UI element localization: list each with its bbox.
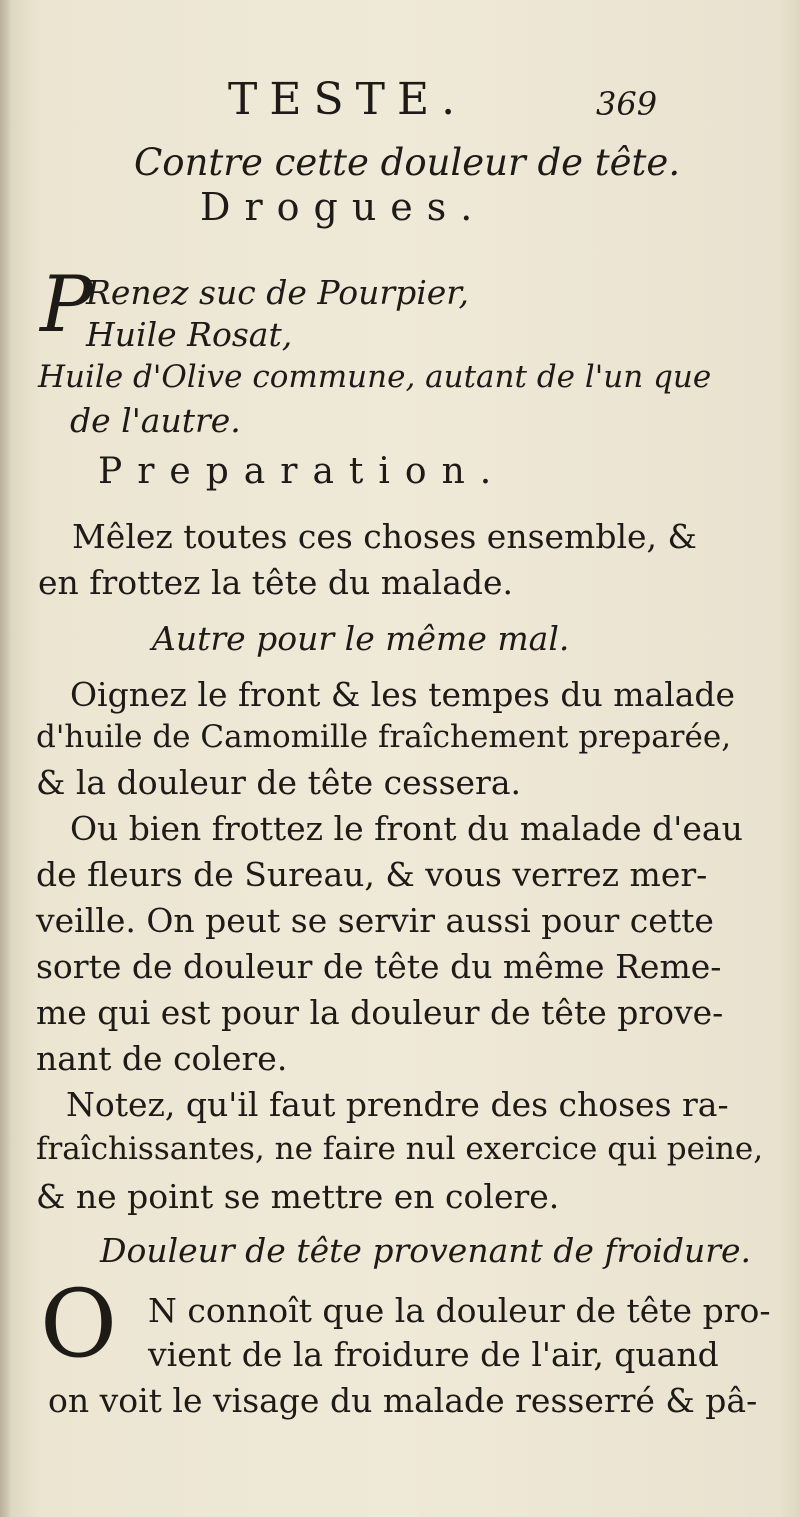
froidure-line-1: N connoît que la douleur de tête pro- [148,1291,771,1330]
autre-line-1: Oignez le front & les tempes du malade [70,675,736,714]
preparation-line-1: Mêlez toutes ces choses ensemble, & [72,517,697,556]
autre-line-4: Ou bien frottez le front du malade d'eau [70,809,743,848]
drogues-heading: Drogues. [200,185,487,229]
drogues-line-1: Renez suc de Pourpier, [86,273,469,312]
autre-line-6: veille. On peut se servir aussi pour cette [36,901,714,940]
autre-line-12: & ne point se mettre en colere. [36,1177,560,1216]
page-gutter-shadow [0,0,12,1517]
autre-line-8: me qui est pour la douleur de tête prove- [36,993,724,1032]
drop-cap-p: P [40,260,93,350]
autre-line-3: & la douleur de tête cessera. [36,763,521,802]
autre-line-7: sorte de douleur de tête du même Reme- [36,947,722,986]
preparation-line-2: en frottez la tête du malade. [38,563,514,602]
page-number: 369 [596,85,658,123]
froidure-heading: Douleur de tête provenant de froidure. [100,1231,751,1270]
froidure-line-3: on voit le visage du malade resserré & pâ- [48,1381,758,1420]
froidure-line-2: vient de la froidure de l'air, quand [148,1335,719,1374]
drop-cap-o: O [40,1270,118,1379]
autre-line-9: nant de colere. [36,1039,288,1078]
preparation-heading: Preparation. [98,451,507,492]
autre-heading: Autre pour le même mal. [152,619,570,658]
drogues-line-3: Huile d'Olive commune, autant de l'un que [38,359,712,395]
autre-line-5: de fleurs de Sureau, & vous verrez mer- [36,855,708,894]
running-title: TESTE. [228,74,468,125]
section-subtitle: Contre cette douleur de tête. [134,141,681,184]
autre-line-11: fraîchissantes, ne faire nul exercice qui peine, [36,1131,764,1167]
drogues-line-2: Huile Rosat, [86,315,293,354]
autre-line-10: Notez, qu'il faut prendre des choses ra- [66,1085,729,1124]
drogues-line-4: de l'autre. [70,401,241,440]
autre-line-2: d'huile de Camomille fraîchement preparée, [36,719,732,755]
